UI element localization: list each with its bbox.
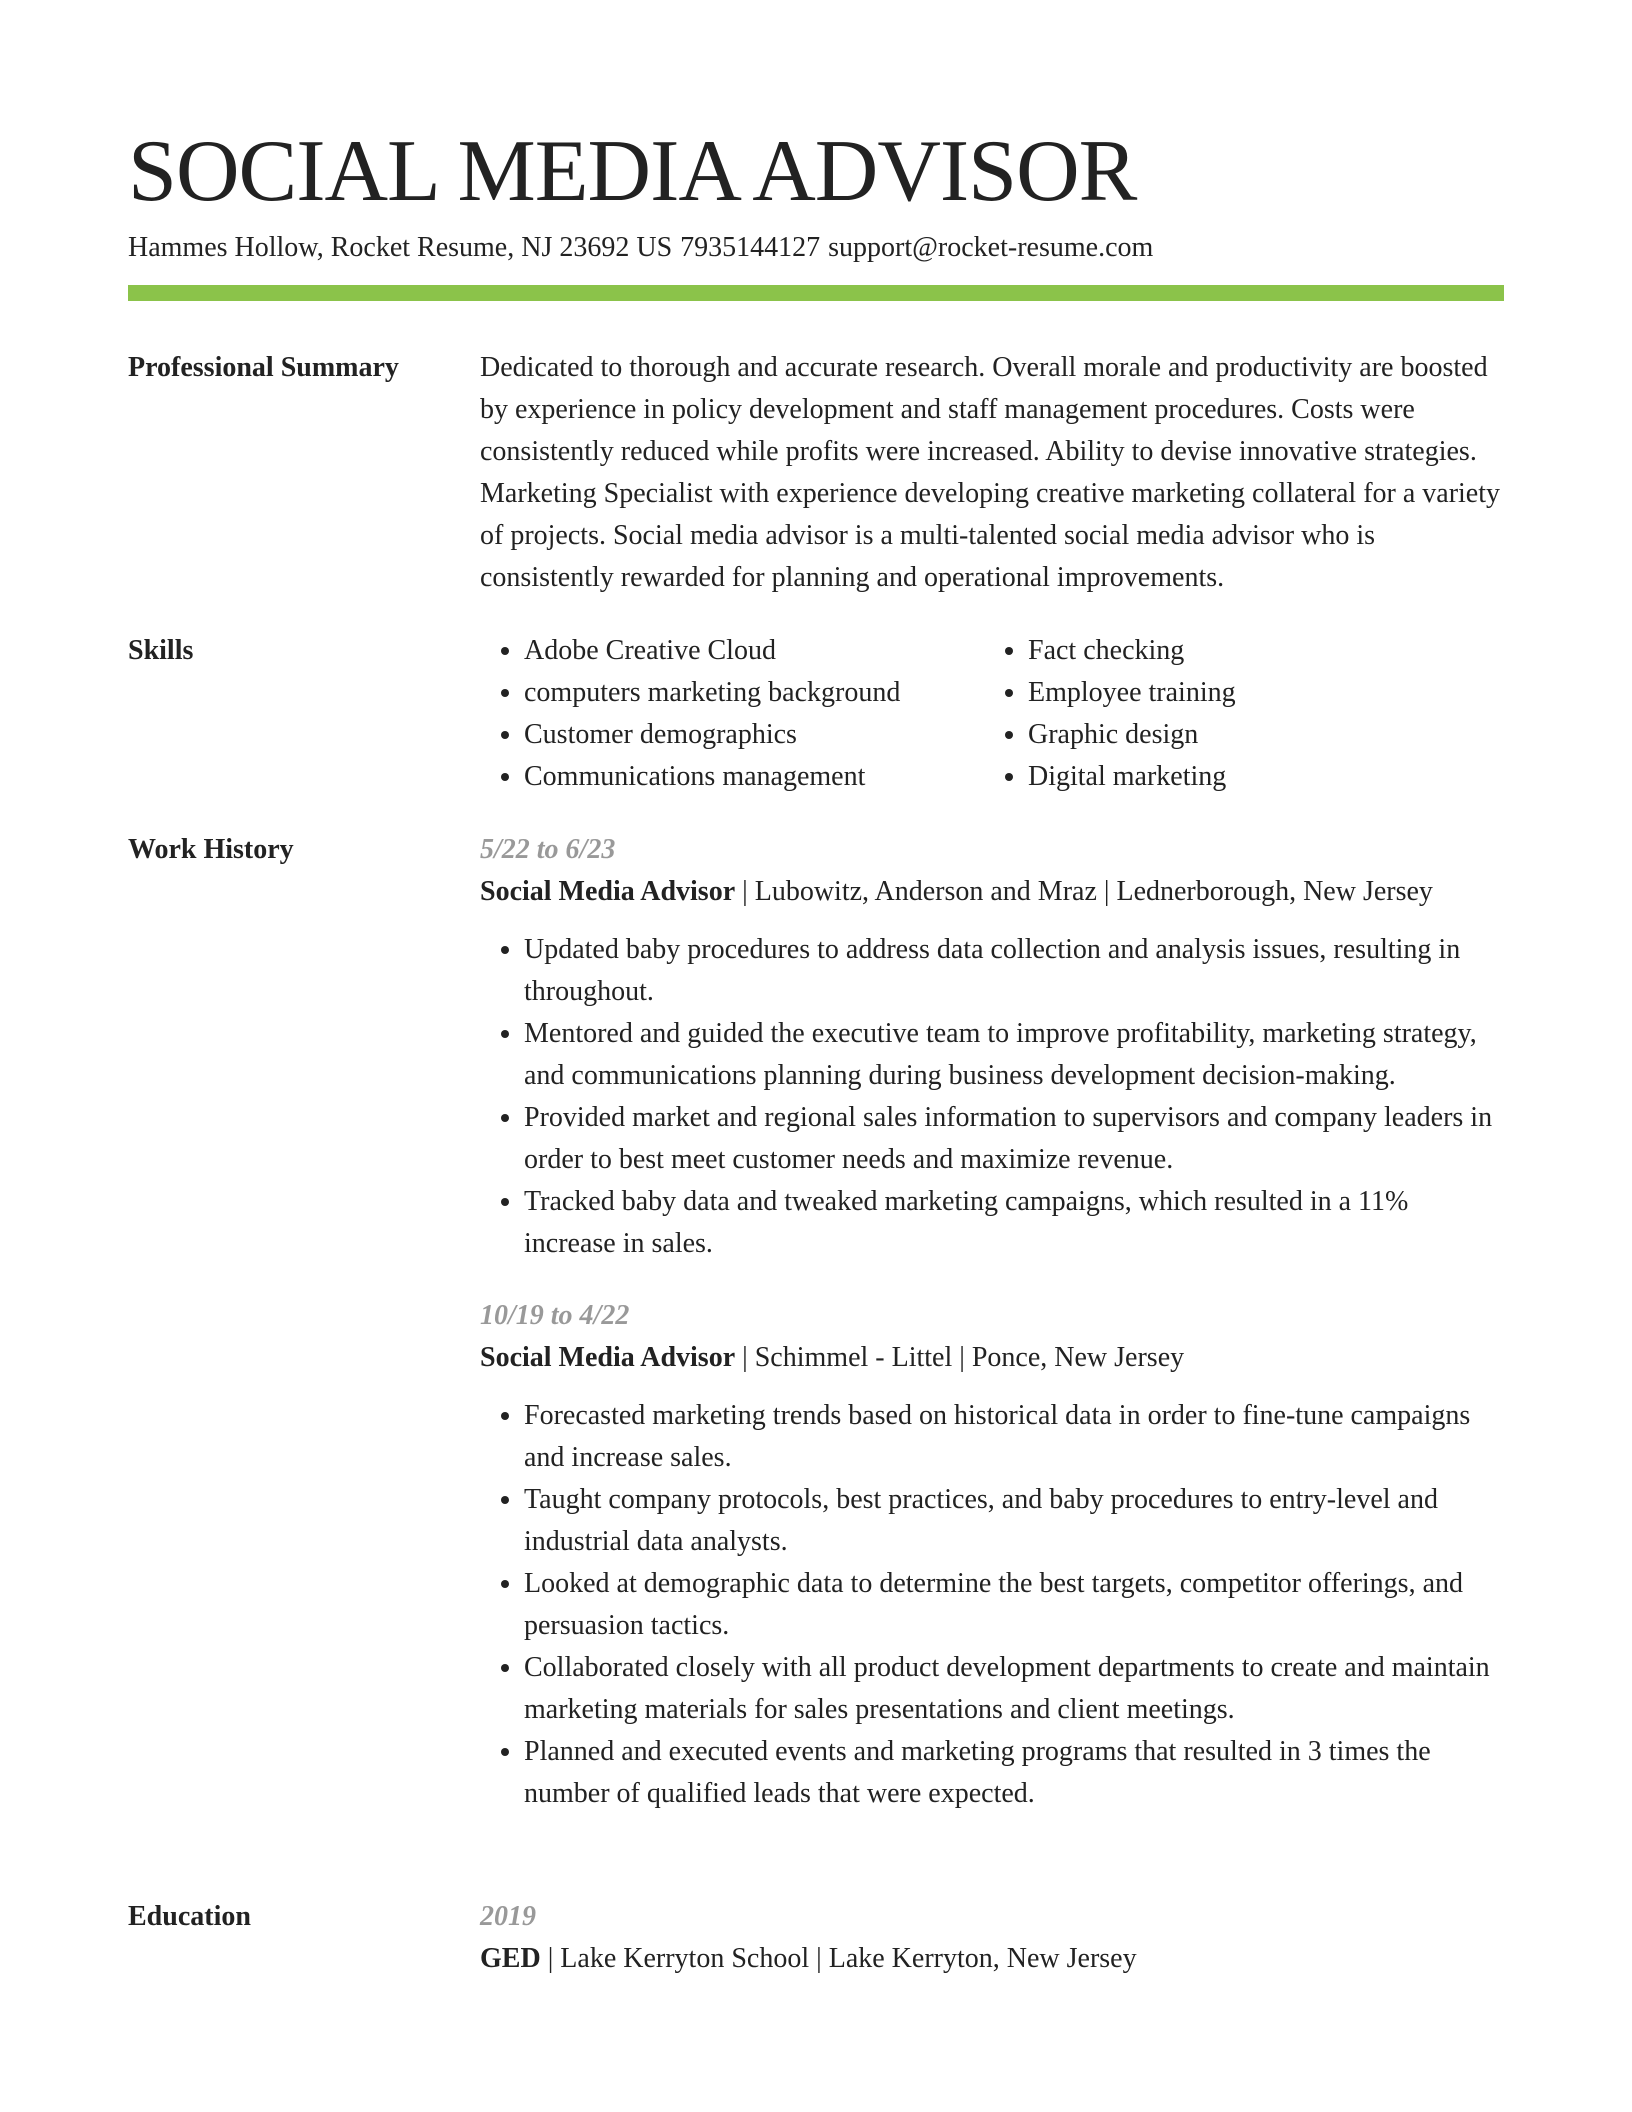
education-details: | Lake Kerryton School | Lake Kerryton, New Jersey: [540, 1943, 1137, 1974]
skills-heading: Skills: [128, 635, 194, 666]
contact-line: [128, 230, 1153, 266]
skills-list: [480, 630, 1504, 798]
skill-item: • Communications management: [524, 756, 984, 798]
education-year: 2019: [480, 1901, 536, 1932]
job-heading: [480, 871, 1504, 913]
job-entry: [480, 829, 1504, 1265]
job-title: Social Media Advisor: [480, 1342, 736, 1373]
skill-item: • Graphic design: [1028, 714, 1488, 756]
job-heading: [480, 1337, 1504, 1379]
skill-item: • Customer demographics: [524, 714, 984, 756]
education-line: [480, 1938, 1504, 1980]
education-degree: GED: [480, 1943, 541, 1974]
resume-title: SOCIAL MEDIA ADVISOR: [128, 123, 1137, 220]
summary-body: [480, 347, 1504, 599]
job-bullet: • Provided market and regional sales information to supervisors and company leaders in order to best meet customer needs and maximize revenue.: [524, 1097, 1504, 1181]
skill-item: • Fact checking: [1028, 630, 1488, 672]
contact-email[interactable]: support@rocket-resume.com: [828, 232, 1154, 263]
job-details: | Lubowitz, Anderson and Mraz | Lednerborough, New Jersey: [735, 876, 1433, 907]
skills-column-right: [984, 630, 1488, 798]
job-bullet: • Collaborated closely with all product development departments to create and maintain marketing materials for sales presentations and client meetings.: [524, 1647, 1504, 1731]
job-bullet: • Forecasted marketing trends based on historical data in order to fine-tune campaigns and increase sales.: [524, 1395, 1504, 1479]
job-details: | Schimmel - Littel | Ponce, New Jersey: [735, 1342, 1185, 1373]
summary-text: Dedicated to thorough and accurate research. Overall morale and productivity are boosted by experience in policy development and staff management procedures. Costs were consistently reduced while profits were increased. Ability to devise innovative strategies. Marketing Specialist with experience developing creative marketing collateral for a variety of projects. Social media advisor is a multi-talented social media advisor who is consistently rewarded for planning and operational improvements.: [480, 352, 1501, 593]
education-heading: Education: [128, 1901, 251, 1932]
job-bullet: • Looked at demographic data to determine the best targets, competitor offerings, and persuasion tactics.: [524, 1563, 1504, 1647]
skills-column-left: [480, 630, 984, 798]
job-dates: 5/22 to 6/23: [480, 834, 616, 865]
skill-item: • Digital marketing: [1028, 756, 1488, 798]
skill-item: • Employee training: [1028, 672, 1488, 714]
job-title: Social Media Advisor: [480, 876, 736, 907]
job-bullet: • Mentored and guided the executive team to improve profitability, marketing strategy, and communications planning during business development decision-making.: [524, 1013, 1504, 1097]
job-entry: [480, 1295, 1504, 1815]
job-dates: 10/19 to 4/22: [480, 1300, 630, 1331]
job-bullets: [480, 1395, 1504, 1815]
skill-item: • Adobe Creative Cloud: [524, 630, 984, 672]
job-bullet: • Planned and executed events and marketing programs that resulted in 3 times the number of qualified leads that were expected.: [524, 1731, 1504, 1815]
contact-phone: 7935144127: [680, 232, 821, 263]
job-bullets: [480, 929, 1504, 1265]
education-body: [480, 1896, 1504, 1980]
job-bullet: • Taught company protocols, best practices, and baby procedures to entry-level and industrial data analysts.: [524, 1479, 1504, 1563]
job-bullet: • Updated baby procedures to address data collection and analysis issues, resulting in throughout.: [524, 929, 1504, 1013]
skill-item: • computers marketing background: [524, 672, 984, 714]
work-history-body: [480, 829, 1504, 1815]
summary-heading: Professional Summary: [128, 352, 399, 383]
job-bullet: • Tracked baby data and tweaked marketing campaigns, which resulted in a 11% increase in sales.: [524, 1181, 1504, 1265]
contact-address: Hammes Hollow, Rocket Resume, NJ 23692 US: [128, 232, 673, 263]
work-history-heading: Work History: [128, 834, 294, 865]
header-divider: [128, 285, 1504, 301]
